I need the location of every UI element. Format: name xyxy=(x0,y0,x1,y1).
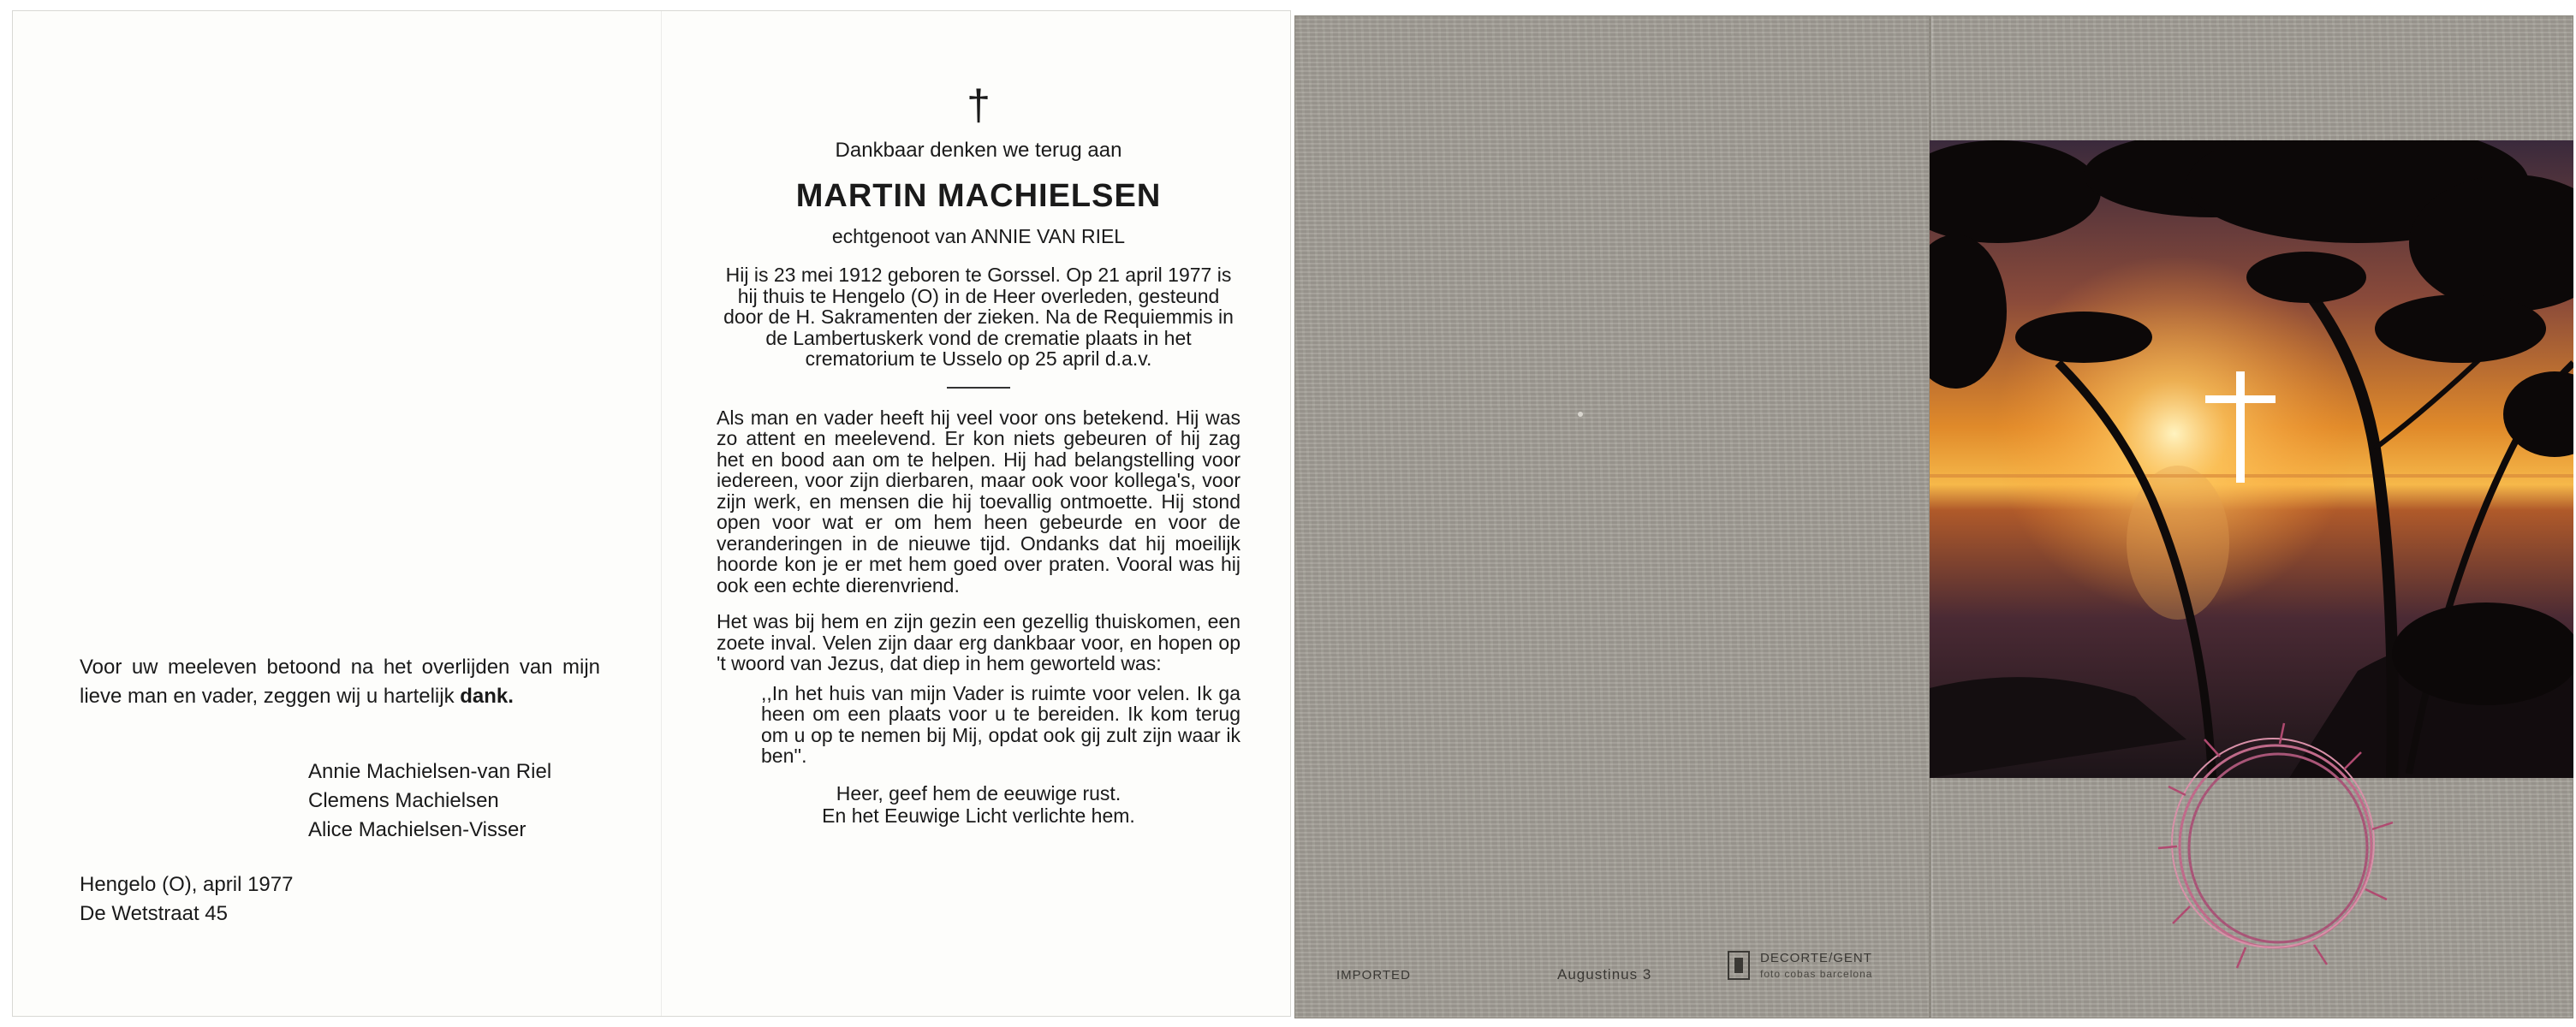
bio-paragraph: Hij is 23 mei 1912 geboren te Gorssel. Op 21 april 1977 is hij thuis te Hengelo (O) in de Heer overleden, gesteund door de H. Sakramenten der zieken. Na de Requiemmis in de Lambertuskerk vond de crematie plaats in het crematorium te Usselo op 25 april d.a.v. xyxy=(723,264,1234,370)
intro-line: Dankbaar denken we terug aan xyxy=(835,139,1122,162)
publisher-logo-icon xyxy=(1728,951,1750,980)
card-inner-spread xyxy=(12,10,1291,1017)
family-paragraph: Het was bij hem en zijn gezin een gezellig thuiskomen, een zoete inval. Velen zijn daar erg dankbaar voor, en hopen op 't woord van Jezus, dat diep in hem geworteld was: xyxy=(717,610,1240,674)
scripture-quote: ,,In het huis van mijn Vader is ruimte voor velen. Ik ga heen om een plaats voor u te bereiden. Ik kom terug om u op te nemen bij Mij, opdat ook gij zult zijn waar ik ben''. xyxy=(761,681,1240,767)
signer: Clemens Machielsen xyxy=(308,789,499,812)
divider xyxy=(947,387,1010,389)
deceased-name: MARTIN MACHIELSEN xyxy=(795,178,1162,214)
thanks-body: Voor uw meeleven betoond na het overlijden van mijn lieve man en vader, zeggen wij u hartelijk xyxy=(80,656,600,708)
spouse-line: echtgenoot van ANNIE VAN RIEL xyxy=(831,225,1126,247)
publisher-name: DECORTE/GENT xyxy=(1760,951,1872,965)
thanks-bold-word: dank. xyxy=(460,685,514,708)
place-date: Hengelo (O), april 1977 xyxy=(80,873,294,896)
cover-dot xyxy=(1578,412,1583,417)
closing-prayer xyxy=(717,782,1240,827)
card-cover-spread xyxy=(1294,15,2573,1018)
publisher-subtitle: foto cobas barcelona xyxy=(1760,968,1873,980)
thanks-text xyxy=(80,653,600,711)
cross-icon: † xyxy=(967,81,991,129)
memorial-text xyxy=(717,80,1240,827)
signer: Alice Machielsen-Visser xyxy=(308,818,527,841)
signer: Annie Machielsen-van Riel xyxy=(308,760,552,783)
imported-label: IMPORTED xyxy=(1336,968,1411,982)
address: De Wetstraat 45 xyxy=(80,902,228,925)
tribute-paragraph: Als man en vader heeft hij veel voor ons betekend. Hij was zo attent en meelevend. Er kon niets gebeuren of hij zag het en bood aan om te helpen. Hij had belangstelling voor iedereen, voor zijn dierbaren, maar ook voor kollega's, voor zijn werk, en mensen die hij toevallig ontmoette. Hij stond open voor wat er om hem heen gebeurde en voor de veranderingen in de nieuwe tijd. Ondanks dat hij moeilijk hoorde kon je er met hem goed over praten. Vooral was hij ook een echte dierenvriend. xyxy=(717,406,1240,597)
signers-list xyxy=(308,757,551,845)
closing-line: Heer, geef hem de eeuwige rust. xyxy=(836,781,1121,804)
fold-line xyxy=(661,11,662,1016)
closing-line: En het Eeuwige Licht verlichte hem. xyxy=(822,804,1135,827)
crown-of-thorns-icon xyxy=(2151,718,2400,975)
sunset-photo xyxy=(1930,140,2573,778)
series-label: Augustinus 3 xyxy=(1557,966,1652,982)
place-address xyxy=(80,870,293,929)
